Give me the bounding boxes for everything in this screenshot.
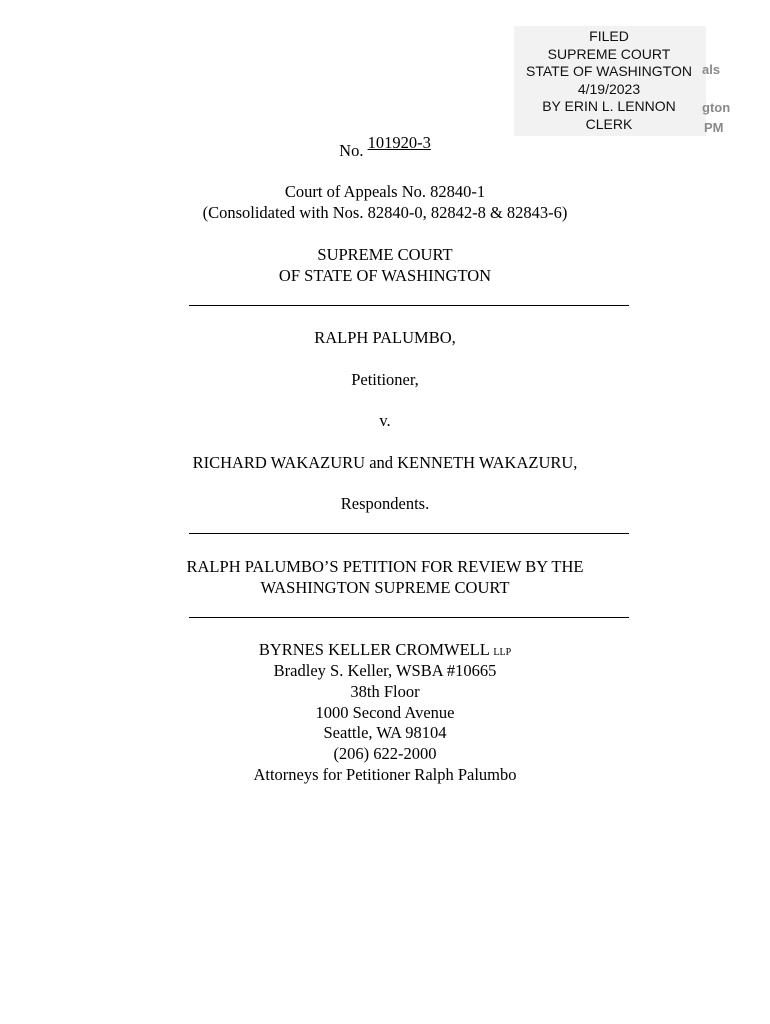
firm-suffix: LLP [493, 647, 512, 658]
address-city: Seattle, WA 98104 [323, 723, 447, 742]
stamp-clerk-name: BY ERIN L. LENNON [542, 98, 676, 114]
consolidated-numbers: (Consolidated with Nos. 82840-0, 82842-8 & 82843-6) [202, 203, 568, 222]
document-title-line2: WASHINGTON SUPREME COURT [260, 578, 510, 597]
versus: v. [379, 411, 391, 430]
court-of-appeals-number: Court of Appeals No. 82840-1 [284, 182, 486, 201]
stamp-ghost-text-1: als [702, 62, 721, 77]
petitioner-role: Petitioner, [351, 370, 419, 389]
firm-name-text: BYRNES KELLER CROMWELL [258, 640, 490, 659]
stamp-state: STATE OF WASHINGTON [526, 63, 692, 79]
phone-number: (206) 622-2000 [333, 744, 437, 763]
stamp-court: SUPREME COURT [547, 45, 671, 62]
stamp-ghost-text-2: gton [702, 100, 731, 115]
respondent-role: Respondents. [340, 494, 430, 513]
stamp-filed: FILED [589, 28, 629, 44]
divider-rule [189, 533, 629, 534]
docket-value: 101920-3 [367, 133, 431, 152]
attorney-name: Bradley S. Keller, WSBA #10665 [273, 661, 497, 680]
docket-prefix: No. [339, 141, 364, 160]
attorney-role: Attorneys for Petitioner Ralph Palumbo [253, 765, 517, 784]
respondent-names: RICHARD WAKAZURU and KENNETH WAKAZURU, [192, 453, 578, 472]
document-title-line1: RALPH PALUMBO’S PETITION FOR REVIEW BY THE [186, 557, 584, 576]
address-street: 1000 Second Avenue [315, 703, 455, 722]
docket-number [0, 133, 770, 161]
divider-rule [189, 305, 629, 306]
filing-stamp [514, 26, 758, 138]
address-floor: 38th Floor [350, 682, 420, 701]
stamp-clerk-title: CLERK [585, 115, 633, 132]
petitioner-name: RALPH PALUMBO, [314, 328, 456, 347]
court-name-line1: SUPREME COURT [317, 245, 453, 264]
firm-name [0, 640, 770, 660]
stamp-text [514, 28, 704, 133]
divider-rule [189, 617, 629, 618]
court-name-line2: OF STATE OF WASHINGTON [278, 266, 492, 285]
stamp-date: 4/19/2023 [577, 80, 641, 97]
stamp-ghost-text-3: PM [704, 120, 724, 135]
